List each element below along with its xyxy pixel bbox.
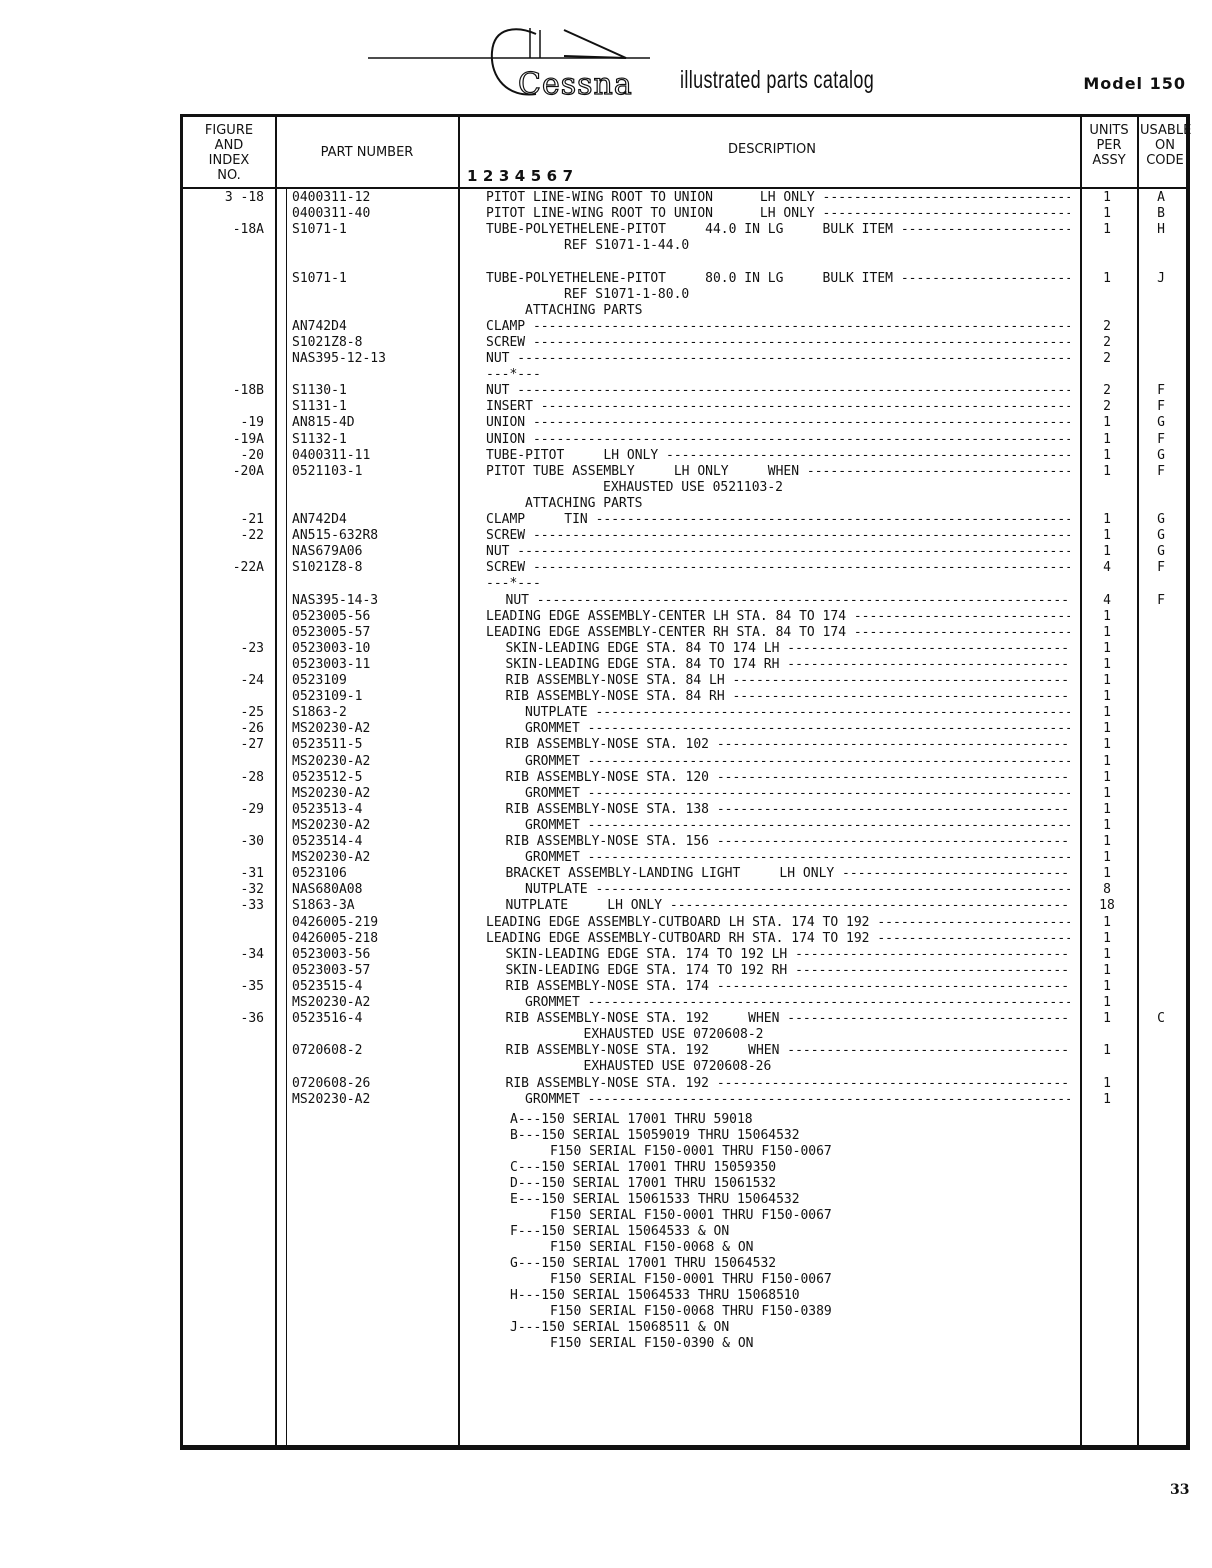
index-number: -34: [240, 946, 264, 962]
description: GROMMET -----: [525, 818, 1070, 834]
effectivity-note: F150 SERIAL F150-0001 THRU F150-0067: [550, 1208, 832, 1223]
units-per-assy: 1: [1103, 753, 1111, 769]
table-row: [0, 303, 1212, 319]
part-number: 0426005-218: [292, 930, 379, 946]
description: LEADING EDGE ASSEMBLY-CENTER LH STA. 84 TO 174 -----: [486, 609, 1070, 625]
table-row: [0, 1011, 1212, 1027]
index-number: -33: [240, 898, 264, 914]
description: ATTACHING PARTS: [525, 302, 643, 318]
part-number: 0720608-2: [292, 1043, 363, 1059]
effectivity-note: F150 SERIAL F150-0068 & ON: [550, 1240, 754, 1255]
effectivity-note: J---150 SERIAL 15068511 & ON: [510, 1320, 730, 1335]
table-row: [0, 802, 1212, 818]
table-row: [0, 432, 1212, 448]
description: RIB ASSEMBLY-NOSE STA. 174 -----: [506, 979, 1071, 995]
cessna-logo: [368, 22, 668, 102]
table-row: [0, 931, 1212, 947]
description: EXHAUSTED USE 0720608-2: [583, 1027, 764, 1043]
part-number: MS20230-A2: [292, 721, 371, 737]
usable-code: F: [1157, 463, 1165, 479]
description: ---*---: [486, 367, 541, 383]
units-per-assy: 1: [1103, 673, 1111, 688]
table-row: [0, 995, 1212, 1011]
part-number: 0523512-5: [292, 769, 363, 785]
units-per-assy: 1: [1103, 206, 1111, 222]
part-number: 0523003-11: [292, 656, 371, 672]
units-per-assy: 1: [1103, 222, 1111, 238]
description: TUBE-POLYETHELENE-PITOT 44.0 IN LG BULK ITEM -----: [486, 222, 1070, 238]
description: RIB ASSEMBLY-NOSE STA. 84 RH -----: [506, 689, 1071, 705]
description: CLAMP -----: [486, 319, 1070, 335]
part-number: 0523515-4: [292, 978, 363, 994]
units-per-assy: 1: [1103, 608, 1111, 624]
index-number: -20: [240, 447, 264, 463]
index-number: -22: [240, 528, 264, 544]
model-label: Model 150: [1083, 74, 1186, 93]
units-per-assy: 1: [1103, 737, 1111, 753]
logo-wordmark: Cessna: [518, 67, 633, 102]
description: NUTPLATE -----: [525, 882, 1070, 898]
effectivity-note: G---150 SERIAL 17001 THRU 15064532: [510, 1256, 777, 1271]
description: LEADING EDGE ASSEMBLY-CENTER RH STA. 84 TO 174 -----: [486, 625, 1070, 641]
part-number: NAS680A08: [292, 882, 363, 898]
table-row: [0, 367, 1212, 383]
part-number: S1132-1: [292, 431, 347, 447]
table-row: [0, 399, 1212, 415]
description: REF S1071-1-80.0: [564, 286, 690, 302]
index-number: -19A: [232, 431, 264, 447]
units-per-assy: 1: [1103, 624, 1111, 640]
table-row: [0, 271, 1212, 287]
description: NUT -----: [506, 593, 1071, 609]
description: NUTPLATE LH ONLY -----: [506, 898, 1071, 914]
units-per-assy: 1: [1103, 721, 1111, 737]
units-per-assy: 2: [1103, 399, 1111, 415]
part-number: 0523003-10: [292, 640, 371, 656]
units-per-assy: 2: [1103, 334, 1111, 350]
units-per-assy: 1: [1103, 1075, 1111, 1091]
description: EXHAUSTED USE 0720608-26: [583, 1059, 772, 1075]
units-per-assy: 2: [1103, 318, 1111, 334]
table-row: [0, 383, 1212, 399]
serial-effectivity-notes: [510, 1112, 832, 1352]
effectivity-note: E---150 SERIAL 15061533 THRU 15064532: [510, 1192, 800, 1207]
units-per-assy: 1: [1103, 946, 1111, 962]
index-number: -18A: [232, 222, 264, 238]
part-number: MS20230-A2: [292, 995, 371, 1010]
description: GROMMET -----: [525, 1092, 1070, 1108]
description: RIB ASSEMBLY-NOSE STA. 138 -----: [506, 802, 1071, 818]
description: SCREW -----: [486, 335, 1070, 351]
description: RIB ASSEMBLY-NOSE STA. 102 -----: [506, 737, 1071, 753]
units-per-assy: 1: [1103, 962, 1111, 978]
description: SCREW -----: [486, 560, 1070, 576]
description: GROMMET -----: [525, 786, 1070, 802]
description: RIB ASSEMBLY-NOSE STA. 120 -----: [506, 770, 1071, 786]
units-per-assy: 1: [1103, 463, 1111, 479]
index-number: -35: [240, 978, 264, 994]
table-row: [0, 222, 1212, 238]
part-number: 0523106: [292, 866, 347, 882]
catalog-subtitle: illustrated parts catalog: [680, 66, 875, 94]
part-number: MS20230-A2: [292, 785, 371, 801]
table-row: [0, 190, 1212, 206]
usable-code: G: [1157, 544, 1165, 560]
index-number: -21: [240, 512, 264, 527]
description: LEADING EDGE ASSEMBLY-CUTBOARD RH STA. 174 TO 192 -----: [486, 931, 1070, 947]
units-per-assy: 1: [1103, 850, 1111, 866]
effectivity-note: B---150 SERIAL 15059019 THRU 15064532: [510, 1128, 800, 1143]
part-number: AN515-632R8: [292, 528, 379, 544]
part-number: 0426005-219: [292, 914, 379, 930]
part-number: 0523109: [292, 673, 347, 688]
description: UNION -----: [486, 415, 1070, 431]
page-number: 33: [1170, 1482, 1190, 1498]
part-number: MS20230-A2: [292, 817, 371, 833]
units-per-assy: 1: [1103, 415, 1111, 431]
description: SKIN-LEADING EDGE STA. 174 TO 192 LH -----: [506, 947, 1071, 963]
table-row: [0, 206, 1212, 222]
usable-code: F: [1157, 431, 1165, 447]
part-number: 0720608-26: [292, 1075, 371, 1091]
part-number: AN815-4D: [292, 415, 355, 431]
part-number: 0400311-12: [292, 190, 371, 205]
table-row: [0, 818, 1212, 834]
part-number: 0523109-1: [292, 689, 363, 705]
usable-code: J: [1157, 270, 1165, 286]
part-number: S1021Z8-8: [292, 334, 363, 350]
units-per-assy: 2: [1103, 351, 1111, 366]
description: GROMMET -----: [525, 754, 1070, 770]
effectivity-note: F150 SERIAL F150-0068 THRU F150-0389: [550, 1304, 832, 1319]
description: NUTPLATE -----: [525, 705, 1070, 721]
usable-code: G: [1157, 528, 1165, 544]
part-number: 0523003-57: [292, 962, 371, 978]
units-per-assy: 1: [1103, 834, 1111, 849]
units-per-assy: 1: [1103, 1091, 1111, 1107]
units-per-assy: 1: [1103, 785, 1111, 801]
index-number: -22A: [232, 560, 264, 576]
units-per-assy: 1: [1103, 1011, 1111, 1027]
index-number: -29: [240, 801, 264, 817]
units-per-assy: 2: [1103, 383, 1111, 399]
header-description: DESCRIPTION: [728, 142, 816, 157]
index-number: -32: [240, 882, 264, 898]
part-number: 0523005-57: [292, 624, 371, 640]
description: GROMMET -----: [525, 850, 1070, 866]
index-number: 3 -18: [224, 190, 264, 205]
units-per-assy: 1: [1103, 1043, 1111, 1059]
table-row: [0, 673, 1212, 689]
units-per-assy: 1: [1103, 656, 1111, 672]
usable-code: G: [1157, 415, 1165, 431]
index-number: -30: [240, 834, 264, 849]
table-row: [0, 721, 1212, 737]
usable-code: F: [1157, 383, 1165, 399]
part-number: S1863-2: [292, 705, 347, 721]
part-number: AN742D4: [292, 318, 347, 334]
part-number: S1071-1: [292, 222, 347, 238]
part-number: NAS395-14-3: [292, 592, 379, 608]
usable-code: B: [1157, 206, 1165, 222]
table-row: [0, 979, 1212, 995]
units-per-assy: 1: [1103, 978, 1111, 994]
index-number: -26: [240, 721, 264, 737]
units-per-assy: 1: [1103, 447, 1111, 463]
index-number: -19: [240, 415, 264, 431]
usable-code: G: [1157, 512, 1165, 527]
table-row: [0, 238, 1212, 254]
table-row: [0, 480, 1212, 496]
part-number: NAS679A06: [292, 544, 363, 560]
table-row: [0, 319, 1212, 335]
description: SKIN-LEADING EDGE STA. 174 TO 192 RH -----: [506, 963, 1071, 979]
units-per-assy: 1: [1103, 544, 1111, 560]
description: TUBE-POLYETHELENE-PITOT 80.0 IN LG BULK ITEM -----: [486, 271, 1070, 287]
table-row: [0, 593, 1212, 609]
part-number: S1130-1: [292, 383, 347, 399]
index-number: -27: [240, 737, 264, 753]
effectivity-note: F150 SERIAL F150-0001 THRU F150-0067: [550, 1144, 832, 1159]
description: EXHAUSTED USE 0521103-2: [603, 479, 784, 495]
units-per-assy: 1: [1103, 817, 1111, 833]
units-per-assy: 4: [1103, 560, 1111, 576]
table-row: [0, 963, 1212, 979]
usable-code: F: [1157, 560, 1165, 576]
part-number: 0523516-4: [292, 1011, 363, 1027]
description: RIB ASSEMBLY-NOSE STA. 192 WHEN -----: [506, 1043, 1071, 1059]
part-number: 0521103-1: [292, 463, 363, 479]
header-units-per-assy: UNITS PER ASSY: [1089, 123, 1129, 168]
index-number: -18B: [232, 383, 264, 399]
table-row: [0, 947, 1212, 963]
table-row: [0, 448, 1212, 464]
part-number: S1021Z8-8: [292, 560, 363, 576]
description: RIB ASSEMBLY-NOSE STA. 192 -----: [506, 1076, 1071, 1092]
effectivity-note: A---150 SERIAL 17001 THRU 59018: [510, 1112, 753, 1127]
description: NUT -----: [486, 383, 1070, 399]
units-per-assy: 8: [1103, 882, 1111, 898]
table-row: [0, 351, 1212, 367]
table-row: [0, 915, 1212, 931]
description: GROMMET -----: [525, 721, 1070, 737]
units-per-assy: 1: [1103, 431, 1111, 447]
description: SKIN-LEADING EDGE STA. 84 TO 174 LH -----: [506, 641, 1071, 657]
units-per-assy: 1: [1103, 930, 1111, 946]
table-row: [0, 1059, 1212, 1075]
table-row: [0, 528, 1212, 544]
table-row: [0, 737, 1212, 753]
description: REF S1071-1-44.0: [564, 238, 690, 254]
index-number: -28: [240, 769, 264, 785]
table-row: [0, 287, 1212, 303]
part-number: AN742D4: [292, 512, 347, 527]
index-number: -36: [240, 1011, 264, 1027]
header-usable-on-code: USABLE ON CODE: [1140, 123, 1192, 168]
table-row: [0, 576, 1212, 592]
header-divider: [183, 187, 1186, 189]
table-row: [0, 882, 1212, 898]
units-per-assy: 18: [1099, 898, 1115, 914]
units-per-assy: 1: [1103, 769, 1111, 785]
usable-code: G: [1157, 447, 1165, 463]
part-number: S1071-1: [292, 270, 347, 286]
effectivity-note: C---150 SERIAL 17001 THRU 15059350: [510, 1160, 777, 1175]
units-per-assy: 1: [1103, 190, 1111, 205]
description: PITOT TUBE ASSEMBLY LH ONLY WHEN -----: [486, 464, 1070, 480]
description: UNION -----: [486, 432, 1070, 448]
units-per-assy: 4: [1103, 592, 1111, 608]
usable-code: A: [1157, 190, 1165, 205]
part-number: NAS395-12-13: [292, 351, 386, 366]
effectivity-note: H---150 SERIAL 15064533 THRU 15068510: [510, 1288, 800, 1303]
part-number: 0400311-11: [292, 447, 371, 463]
part-number: 0400311-40: [292, 206, 371, 222]
part-number: MS20230-A2: [292, 1091, 371, 1107]
table-row: [0, 1092, 1212, 1108]
index-number: -23: [240, 640, 264, 656]
part-number: 0523514-4: [292, 834, 363, 849]
description: BRACKET ASSEMBLY-LANDING LIGHT LH ONLY -----: [506, 866, 1071, 882]
table-row: [0, 641, 1212, 657]
units-per-assy: 1: [1103, 528, 1111, 544]
usable-code: C: [1157, 1011, 1165, 1027]
table-row: [0, 1076, 1212, 1092]
description: LEADING EDGE ASSEMBLY-CUTBOARD LH STA. 174 TO 192 -----: [486, 915, 1070, 931]
part-number: 0523005-56: [292, 608, 371, 624]
part-number: MS20230-A2: [292, 753, 371, 769]
units-per-assy: 1: [1103, 801, 1111, 817]
table-row: [0, 689, 1212, 705]
table-row: [0, 770, 1212, 786]
table-row: [0, 866, 1212, 882]
description: ---*---: [486, 576, 541, 592]
indent-scale: 1234567: [467, 167, 579, 185]
description: RIB ASSEMBLY-NOSE STA. 84 LH -----: [506, 673, 1071, 689]
effectivity-note: F150 SERIAL F150-0390 & ON: [550, 1336, 754, 1351]
description: SCREW -----: [486, 528, 1070, 544]
table-row: [0, 657, 1212, 673]
description: NUT -----: [486, 351, 1070, 367]
table-row: [0, 834, 1212, 850]
description: CLAMP TIN -----: [486, 512, 1070, 528]
description: RIB ASSEMBLY-NOSE STA. 192 WHEN -----: [506, 1011, 1071, 1027]
table-row: [0, 1043, 1212, 1059]
index-number: -25: [240, 705, 264, 721]
units-per-assy: 1: [1103, 914, 1111, 930]
usable-code: F: [1157, 399, 1165, 415]
description: INSERT -----: [486, 399, 1070, 415]
part-number: S1131-1: [292, 399, 347, 415]
units-per-assy: 1: [1103, 512, 1111, 527]
table-row: [0, 335, 1212, 351]
effectivity-note: D---150 SERIAL 17001 THRU 15061532: [510, 1176, 777, 1191]
header-figure-index: FIGURE AND INDEX NO.: [204, 123, 254, 183]
description: SKIN-LEADING EDGE STA. 84 TO 174 RH -----: [506, 657, 1071, 673]
table-row: [0, 254, 1212, 270]
units-per-assy: 1: [1103, 995, 1111, 1010]
units-per-assy: 1: [1103, 705, 1111, 721]
table-row: [0, 754, 1212, 770]
part-number: 0523511-5: [292, 737, 363, 753]
part-number: MS20230-A2: [292, 850, 371, 866]
usable-code: H: [1157, 222, 1165, 238]
part-number: S1863-3A: [292, 898, 355, 914]
table-row: [0, 560, 1212, 576]
units-per-assy: 1: [1103, 640, 1111, 656]
table-row: [0, 464, 1212, 480]
index-number: -20A: [232, 463, 264, 479]
description: PITOT LINE-WING ROOT TO UNION LH ONLY -----: [486, 190, 1070, 206]
table-row: [0, 496, 1212, 512]
description: PITOT LINE-WING ROOT TO UNION LH ONLY -----: [486, 206, 1070, 222]
table-row: [0, 786, 1212, 802]
table-row: [0, 625, 1212, 641]
description: TUBE-PITOT LH ONLY -----: [486, 448, 1070, 464]
description: NUT -----: [486, 544, 1070, 560]
header-part-number: PART NUMBER: [320, 145, 414, 160]
table-row: [0, 850, 1212, 866]
part-number: 0523513-4: [292, 801, 363, 817]
part-number: 0523003-56: [292, 946, 371, 962]
index-number: -24: [240, 673, 264, 688]
table-row: [0, 609, 1212, 625]
index-number: -31: [240, 866, 264, 882]
description: RIB ASSEMBLY-NOSE STA. 156 -----: [506, 834, 1071, 850]
description: ATTACHING PARTS: [525, 495, 643, 511]
usable-code: F: [1157, 592, 1165, 608]
table-row: [0, 512, 1212, 528]
units-per-assy: 1: [1103, 866, 1111, 882]
table-row: [0, 898, 1212, 914]
table-row: [0, 1027, 1212, 1043]
units-per-assy: 1: [1103, 689, 1111, 705]
units-per-assy: 1: [1103, 270, 1111, 286]
table-row: [0, 705, 1212, 721]
effectivity-note: F---150 SERIAL 15064533 & ON: [510, 1224, 730, 1239]
effectivity-note: F150 SERIAL F150-0001 THRU F150-0067: [550, 1272, 832, 1287]
table-row: [0, 415, 1212, 431]
table-row: [0, 544, 1212, 560]
description: GROMMET -----: [525, 995, 1070, 1011]
